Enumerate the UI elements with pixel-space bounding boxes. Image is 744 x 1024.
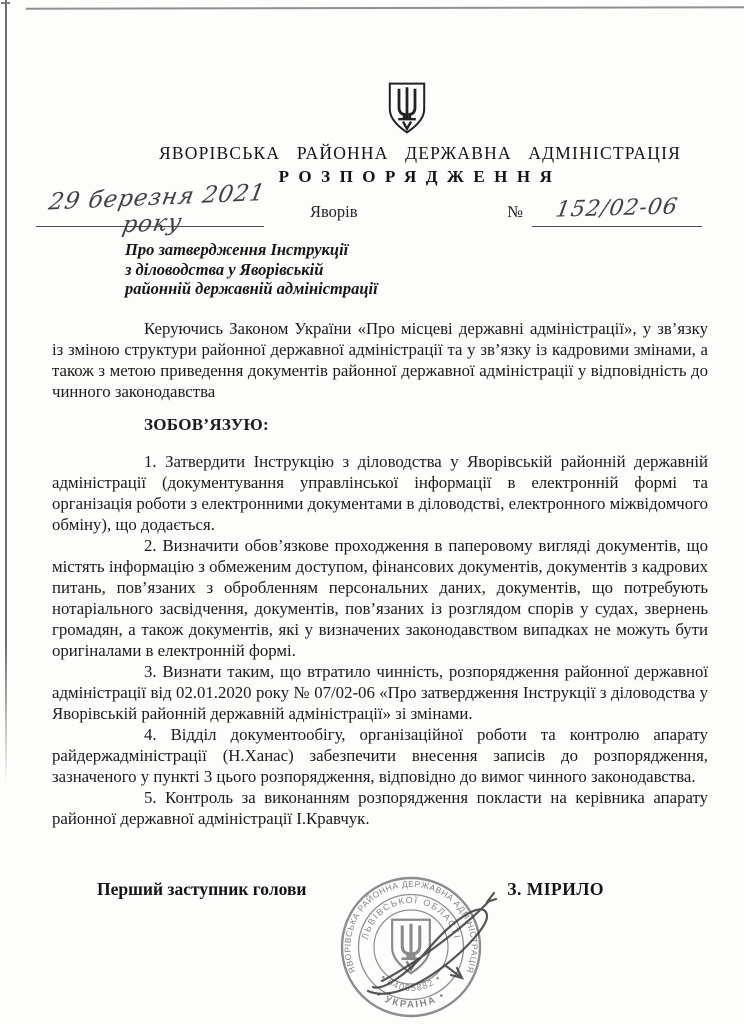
organization-name: ЯВОРІВСЬКА РАЙОННА ДЕРЖАВНА АДМІНІСТРАЦІЯ: [159, 143, 681, 163]
handwritten-number: 152/02-06: [553, 194, 680, 223]
item-paragraph: 4. Відділ документообігу, організаційної роботи та контролю апарату райдержадміністрації (Н.Ханас) забезпечити внесення записів до розпорядження, зазначеного у пункті 3 цього розпорядження, відповідно до вимог чинного законодавства.: [52, 724, 708, 786]
signer-title: Перший заступник голови: [97, 878, 307, 899]
item-paragraph: 2. Визначити обов’язкове проходження в паперовому вигляді документів, що містять інформацію з обмеженим доступом, фінансових документів, документів з кадрових питань, пов’язаних з обробленням персональних даних, документів, що потребують нотаріального засвідчення, документів, пов’язаних із розглядом спорів у судах, звернень громадян, а також документів, які у визначених законодавством випадках не можуть бути оригіналами в електронній формі.: [52, 535, 708, 660]
item-paragraph: 3. Визнати таким, що втратило чинність, розпорядження районної державної адміністрації від 02.01.2020 року № 07/02-06 «Про затвердження Інструкції з діловодства у Яворівській районній державній адміністрації» зі змінами.: [52, 661, 708, 723]
seal-outer-text: ЯВОРІВСЬКА РАЙОННА ДЕРЖАВНА АДМІНІСТРАЦІЯ: [342, 878, 480, 975]
number-field: [532, 196, 702, 227]
subject-block: [125, 240, 708, 299]
seal-coat-of-arms-icon: [392, 920, 430, 973]
dateline: [36, 179, 708, 239]
scan-artifact-left-line: [5, 0, 7, 785]
scan-artifact-corner: [1, 2, 10, 4]
item-paragraph: 1. Затвердити Інструкцію з діловодства у Яворівській районній державній адміністрації (документування управлінської інформації в електронній формі та організація роботи з електронними документами в діловодстві, електронного міжвідомчого обміну), що додається.: [52, 451, 708, 534]
oblige-heading: ЗОБОВ’ЯЗУЮ:: [144, 414, 269, 434]
number-sign: №: [507, 202, 523, 221]
date-field: [36, 179, 268, 239]
subject-line: з діловодства у Яворівській: [125, 259, 324, 279]
document-number: [507, 196, 702, 227]
seal-country-text: • УКРАЇНА •: [374, 989, 448, 1011]
seal-region-text: ЛЬВІВСЬКОЇ ОБЛАСТІ: [359, 895, 463, 941]
item-paragraph: 5. Контроль за виконанням розпорядження покласти на керівника апарату районної державної адміністрації І.Кравчук.: [52, 787, 708, 828]
seal-code-text: • 04055882 •: [378, 972, 444, 994]
signature-scribble: [368, 893, 496, 994]
scan-artifact-top-line: [26, 6, 744, 9]
coat-of-arms-icon: [387, 82, 427, 134]
place-label: Яворів: [310, 202, 358, 221]
signer-name: З. МІРИЛО: [507, 878, 604, 899]
document-header: [132, 82, 708, 187]
document-body: [52, 318, 708, 829]
handwritten-date: 29 березня 2021 року: [46, 179, 268, 239]
document-type-title: РОЗПОРЯДЖЕННЯ: [278, 167, 562, 186]
subject-line: районній державній адміністрації: [125, 279, 378, 298]
subject-line: Про затвердження Інструкції: [125, 240, 349, 259]
signature-row: [36, 879, 708, 900]
intro-paragraph: Керуючись Законом України «Про місцеві державні адміністрації», у зв’язку із зміною структури районної державної адміністрації та у зв’язку із кадровими змінами, а також з метою приведення документів районної державної адміністрації у відповідність до чинного законодавства: [52, 318, 708, 401]
